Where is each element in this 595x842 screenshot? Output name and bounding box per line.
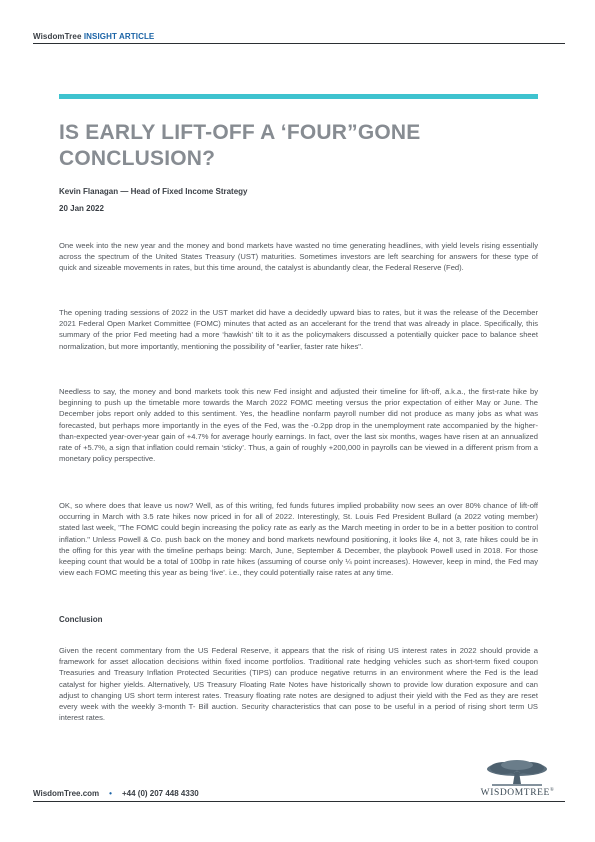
article-author: Kevin Flanagan — Head of Fixed Income Strategy [59,187,248,196]
footer-phone: +44 (0) 207 448 4330 [121,789,199,798]
paragraph-4: OK, so where does that leave us now? Well, as of this writing, fed funds futures implied probability now sees an over 80% chance of lift-off occurring in March with 3.5 rate hikes now priced in for all of 2022. Interestingly, St. Louis Fed President Bullard (a 2022 voting member) stated last week, "The FOMC could begin increasing the policy rate as early as the March meeting in order to be in a better position to control inflation." Unless Powell & Co. push back on the money and bond markets newfound positioning, it looks like 4, not 3, rate hikes could be in the offing for this year with the timeline perhaps being: March, June, September & December, the playbook Powell used in 2018. For those keeping count that would be a total of 100bp in rate hikes (assuming of course only ¼ point increases). However, keep in mind, the Fed may view each FOMC meeting this year as being ‘live’. i.e., they could potentially raise rates at any time. [59,501,538,578]
header-divider [33,43,565,44]
conclusion-paragraph: Given the recent commentary from the US Federal Reserve, it appears that the risk of rising US interest rates in 2022 should provide a framework for asset allocation decisions within fixed income portfolios. Traditional rate hedging vehicles such as short-term fixed coupon Treasuries and Treasury Inflation Protected Securities (TIPS) can produce negative returns in an environment where the Fed is the lead catalyst for higher yields. Alternatively, US Treasury Floating Rate Notes have historically shown to provide low duration exposure and can adjust to changing US short term interest rates. Treasury floating rate notes are designed to adjust their yield with the Fed as they are reset every week with the weekly 3-month T- Bill auction. Security characteristics that can pose to be useful in a period of rising short term US interest rates. [59,646,538,723]
title-accent-bar [59,94,538,99]
article-title-line-2: CONCLUSION? [59,147,216,170]
footer-website-link[interactable]: WisdomTree.com [33,789,100,798]
paragraph-2: The opening trading sessions of 2022 in the UST market did have a decidedly upward bias to rates, but it was the release of the December 2021 Federal Open Market Committee (FOMC) minutes that acted as an accelerant for the trend that was already in place. Specifically, this summary of the prior Fed meeting had a more ‘hawkish’ tilt to it as the policymakers discussed a potentially quicker pace to balance sheet normalization, but more importantly, mentioning the possibility of "earlier, faster rate hikes". [59,308,538,351]
header-brand [33,32,154,41]
registered-mark: ® [549,788,555,793]
logo-wordmark [470,788,565,798]
paragraph-3: Needless to say, the money and bond markets took this new Fed insight and adjusted their timeline for lift-off, a.k.a., the first-rate hike by beginning to push up the timetable more towards the March 2022 FOMC meeting versus the prior expectation of either May or June. The December jobs report only added to this sentiment. Yes, the headline nonfarm payroll number did not produce as many jobs as what was forecasted, but perhaps more importantly in the eyes of the Fed, was the -0.2pp drop in the unemployment rate accompanied by the higher-than-expected year-over-year gain of +4.7% for average hourly earnings. In fact, over the last six months, wages have risen at an annualized rate of +5.7%, a sign that inflation could remain ‘sticky’. Thus, a gain of roughly +200,000 in payrolls can be viewed in a different prism from a monetary policy perspective. [59,387,538,464]
footer-contact [33,789,199,798]
paragraph-1: One week into the new year and the money and bond markets have wasted no time generating headlines, with yield levels rising essentially across the spectrum of the United States Treasury (UST) maturities. Sometimes investors are left searching for answers for these type of quick and sizeable movements in rates, but this time around, the catalyst is abundantly clear, the Federal Reserve (Fed). [59,241,538,273]
article-date: 20 Jan 2022 [59,204,104,213]
logo-text: WISDOMTREE [480,788,550,799]
conclusion-heading: Conclusion [59,615,103,624]
tree-icon [482,760,552,788]
article-type-label: INSIGHT ARTICLE [83,32,155,41]
footer-divider [33,801,565,802]
article-title-line-1: IS EARLY LIFT-OFF A ‘FOUR”GONE [59,121,421,144]
wisdomtree-logo [470,760,565,800]
article-title [59,120,538,172]
brand-name: WisdomTree [33,32,82,41]
footer-separator: • [109,789,112,798]
